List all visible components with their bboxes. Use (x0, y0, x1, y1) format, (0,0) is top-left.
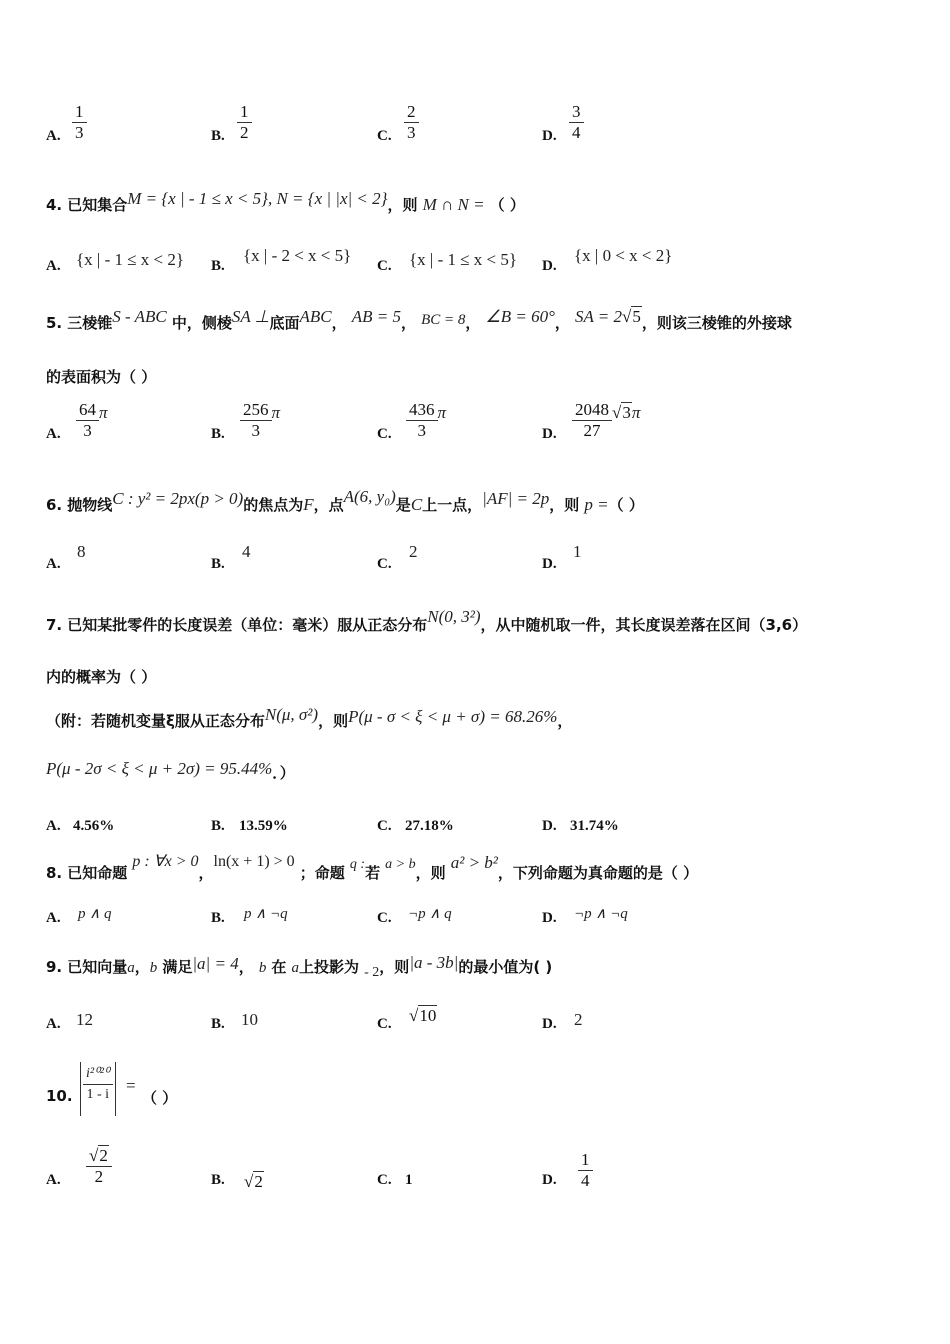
q8-e5: a² > b² (450, 853, 498, 872)
q5-t1: 三棱锥 (67, 314, 113, 332)
q4-option-b-label: B. (211, 258, 225, 274)
q9-stem (46, 953, 553, 980)
q4-expr: M = {x | - 1 ≤ x < 5}, N = {x | |x| < 2} (127, 189, 388, 208)
q5-a-den: 3 (83, 421, 92, 440)
q8-option-c-value[interactable]: ¬p ∧ q (408, 906, 452, 922)
q8-t4: ，则 (415, 864, 446, 882)
q10-a-root: 2 (99, 1146, 108, 1165)
q7-number: 7. (46, 616, 63, 634)
q10-option-b-label: B. (211, 1172, 225, 1188)
q10-d-den: 4 (581, 1171, 590, 1190)
q5-d-root: 3 (622, 402, 631, 422)
q5-a-num: 64 (79, 400, 96, 419)
q5-option-c-value[interactable] (406, 400, 446, 441)
q10-option-c-value[interactable]: 1 (405, 1172, 413, 1188)
q8-number: 8. (46, 864, 63, 882)
q5-sep4: ， (554, 314, 570, 332)
q5-e7b: 5 (632, 307, 641, 326)
q5-t2: 中，侧棱 (171, 314, 232, 332)
q9-e5: a (291, 960, 300, 976)
q7-option-b-value[interactable]: 13.59% (239, 818, 288, 834)
q5-e6: ∠B = 60° (485, 307, 555, 326)
q6-t3: ，点 (313, 496, 344, 514)
q4-text: 已知集合 (67, 196, 128, 214)
q4-option-b-value[interactable]: {x | - 2 < x < 5} (243, 246, 352, 265)
q4-stem (46, 189, 525, 215)
q9-option-d-label: D. (542, 1016, 557, 1032)
q5-b-den: 3 (251, 421, 260, 440)
q7-option-d-label: D. (542, 818, 557, 834)
q9-option-c-value[interactable]: √10 (409, 1006, 437, 1025)
q7-note1: （附：若随机变量ξ服从正态分布 (46, 712, 265, 730)
q5-option-b-label: B. (211, 426, 225, 442)
q7-stem-line2: 内的概率为（ ） (46, 668, 157, 686)
q6-stem (46, 487, 644, 515)
q9-c-root: 10 (419, 1006, 437, 1025)
q9-number: 9. (46, 958, 63, 976)
q4-option-c-label: C. (377, 258, 392, 274)
q9-t4: 上投影为 (299, 958, 360, 976)
q7-note3: ， (557, 712, 573, 730)
q5-stem (46, 307, 792, 333)
q6-t1: 抛物线 (67, 496, 113, 514)
q6-t6: ，则 (549, 496, 580, 514)
q8-option-a-value[interactable]: p ∧ q (78, 906, 112, 922)
q5-option-a-label: A. (46, 426, 61, 442)
q5-c-num: 436 (409, 400, 435, 419)
q3-option-b-value[interactable]: 1 2 (237, 102, 252, 143)
q4-option-a-label: A. (46, 258, 61, 274)
q3-option-d-value[interactable]: 3 4 (569, 102, 584, 143)
q6-option-b-value[interactable]: 4 (242, 542, 251, 561)
q6-option-c-label: C. (377, 556, 392, 572)
q5-stem-line2: 的表面积为（ ） (46, 368, 157, 386)
q10-option-a-value[interactable]: √2 2 (86, 1146, 112, 1187)
q8-option-a-label: A. (46, 910, 61, 926)
q7-option-b-label: B. (211, 818, 225, 834)
q8-e3: q : (349, 857, 366, 872)
q9-t5: ，则 (379, 958, 410, 976)
q9-t3: 在 (271, 958, 287, 976)
q5-option-a-value[interactable] (76, 400, 108, 441)
q5-e7a: SA = 2 (574, 307, 623, 326)
q10-d-num: 1 (581, 1150, 590, 1169)
q6-blank: （ ） (608, 496, 644, 514)
q4-option-a-value[interactable]: {x | - 1 ≤ x < 2} (76, 250, 185, 269)
q6-option-a-label: A. (46, 556, 61, 572)
q8-option-b-label: B. (211, 910, 225, 926)
q10-a-den: 2 (94, 1167, 104, 1186)
q6-option-a-value[interactable]: 8 (77, 542, 86, 561)
q4-expr2: M ∩ N = (422, 195, 485, 214)
q5-t4: ，则该三棱锥的外接球 (641, 314, 792, 332)
q7-t1: 已知某批零件的长度误差（单位：毫米）服从正态分布 (67, 616, 428, 634)
q6-t4: 是 (395, 496, 411, 514)
q10-blank: （ ） (142, 1089, 178, 1107)
q6-option-b-label: B. (211, 556, 225, 572)
q6-number: 6. (46, 496, 63, 514)
q6-e2: F (303, 495, 314, 514)
q9-option-a-label: A. (46, 1016, 61, 1032)
q5-d-sqrt: √3 (612, 402, 631, 422)
q5-sep1: ， (331, 314, 347, 332)
q7-note-line2 (46, 759, 295, 783)
q8-option-b-value[interactable]: p ∧ ¬q (244, 906, 288, 922)
q6-option-c-value[interactable]: 2 (409, 542, 418, 561)
q9-option-c-label: C. (377, 1016, 392, 1032)
q8-t2: ；命题 (299, 864, 345, 882)
q9-sep2: ， (238, 958, 254, 976)
q8-t5: ，下列命题为真命题的是（ ） (497, 864, 699, 882)
q6-e3: A(6, y₀) (343, 487, 396, 506)
q5-b-pi: π (271, 402, 281, 422)
q10-den: 1 - i (86, 1087, 110, 1102)
q6-option-d-value[interactable]: 1 (573, 542, 582, 561)
q8-t1: 已知命题 (67, 864, 128, 882)
q4-option-c-value[interactable]: {x | - 1 ≤ x < 5} (409, 250, 518, 269)
q4-option-d-label: D. (542, 258, 557, 274)
q7-note-e1: N(μ, σ²) (264, 705, 319, 724)
q4-option-d-value[interactable]: {x | 0 < x < 2} (574, 246, 673, 265)
q8-e2: ln(x + 1) > 0 (213, 853, 295, 870)
q4-number: 4. (46, 196, 63, 214)
q10-num: i²⁰²⁰ (86, 1066, 110, 1081)
q8-option-c-label: C. (377, 910, 392, 926)
q9-e1: a (127, 960, 135, 976)
q7-option-a-value[interactable]: 4.56% (73, 818, 115, 834)
q9-e2: b (149, 960, 158, 976)
q7-note-line1 (46, 705, 573, 731)
q7-option-c-value[interactable]: 27.18% (405, 818, 454, 834)
q9-option-d-value[interactable]: 2 (574, 1010, 583, 1029)
q7-t2: ，从中随机取一件，其长度误差落在区间（3,6） (480, 616, 808, 634)
q5-option-d-value[interactable] (572, 400, 640, 441)
q5-option-b-value[interactable] (240, 400, 280, 441)
q8-option-d-value[interactable]: ¬p ∧ ¬q (574, 906, 628, 922)
q5-b-num: 256 (243, 400, 269, 419)
q9-e3: |a| = 4 (192, 954, 239, 973)
q5-e1: S - ABC (112, 307, 167, 326)
q6-t2: 的焦点为 (243, 496, 304, 514)
q6-e1: C : y² = 2px(p > 0) (112, 489, 244, 508)
q7-option-c-label: C. (377, 818, 392, 834)
q9-option-a-value[interactable]: 12 (76, 1010, 93, 1029)
q7-option-a-label: A. (46, 818, 61, 834)
q7-stem (46, 607, 808, 635)
q10-option-c-label: C. (377, 1172, 392, 1188)
q9-option-b-label: B. (211, 1016, 225, 1032)
q5-e5: BC = 8 (421, 312, 466, 328)
q3-option-a-value[interactable]: 1 3 (72, 102, 87, 143)
q7-note-e2: P(μ - σ < ξ < μ + σ) = 68.26% (348, 707, 558, 726)
q7-note2: ，则 (318, 712, 349, 730)
q5-c-den: 3 (417, 421, 426, 440)
q5-sqrt: √5 (622, 307, 641, 326)
q7-e1: N(0, 3²) (427, 607, 481, 626)
q6-e4: C (410, 495, 423, 514)
q10-number: 10. (46, 1087, 73, 1105)
q3-option-d-label: D. (542, 128, 557, 144)
q8-e1: p : ∀x > 0 (132, 853, 199, 870)
q6-e5: |AF| = 2p (482, 489, 550, 508)
q8-e4: a > b (385, 857, 416, 872)
q3-option-c-label: C. (377, 128, 392, 144)
q7-note-e3: P(μ - 2σ < ξ < μ + 2σ) = 95.44% (46, 759, 273, 778)
q9-e7: |a - 3b| (409, 953, 459, 972)
q10-option-b-value[interactable]: √2 (244, 1172, 263, 1191)
q10-option-a-label: A. (46, 1172, 61, 1188)
q8-t3: 若 (365, 864, 381, 882)
q3-option-b-label: B. (211, 128, 225, 144)
q8-sep: ， (198, 864, 214, 882)
q5-d-num: 2048 (575, 400, 609, 419)
q5-e2: SA ⊥ (231, 307, 270, 326)
q10-abs-expr (80, 1062, 116, 1116)
q7-note4: ．） (272, 764, 295, 782)
q5-option-c-label: C. (377, 426, 392, 442)
q10-equals: = (126, 1076, 136, 1095)
q5-e3: ABC (299, 307, 332, 326)
q9-e4: b (258, 960, 267, 976)
q4-text2: ，则 (387, 196, 418, 214)
q4-blank: （ ） (489, 196, 525, 214)
q5-t3: 底面 (269, 314, 300, 332)
q10-b-root: 2 (254, 1172, 263, 1191)
q7-option-d-value[interactable]: 31.74% (570, 818, 619, 834)
q9-t6: 的最小值为( ) (458, 958, 553, 976)
q10-option-d-value[interactable] (578, 1150, 593, 1191)
q5-d-den: 27 (583, 421, 601, 440)
q9-t2: 满足 (162, 958, 193, 976)
q9-t1: 已知向量 (67, 958, 128, 976)
q5-d-pi: π (631, 402, 641, 422)
q3-option-c-value[interactable]: 2 3 (404, 102, 419, 143)
q5-option-d-label: D. (542, 426, 557, 442)
q6-option-d-label: D. (542, 556, 557, 572)
q8-stem (46, 853, 699, 883)
q5-a-pi: π (99, 402, 108, 422)
q8-option-d-label: D. (542, 910, 557, 926)
q6-e6: p = (584, 495, 609, 514)
q9-e6: - 2 (364, 965, 380, 980)
q3-option-a-label: A. (46, 128, 61, 144)
q5-e4: AB = 5 (351, 307, 401, 326)
q5-sep2: ， (400, 314, 416, 332)
q5-sep3: ， (465, 314, 481, 332)
q9-sep: ， (134, 958, 150, 976)
q10-option-d-label: D. (542, 1172, 557, 1188)
q9-option-b-value[interactable]: 10 (241, 1010, 258, 1029)
q5-c-pi: π (437, 402, 447, 422)
q6-t5: 上一点， (422, 496, 483, 514)
q5-number: 5. (46, 314, 63, 332)
